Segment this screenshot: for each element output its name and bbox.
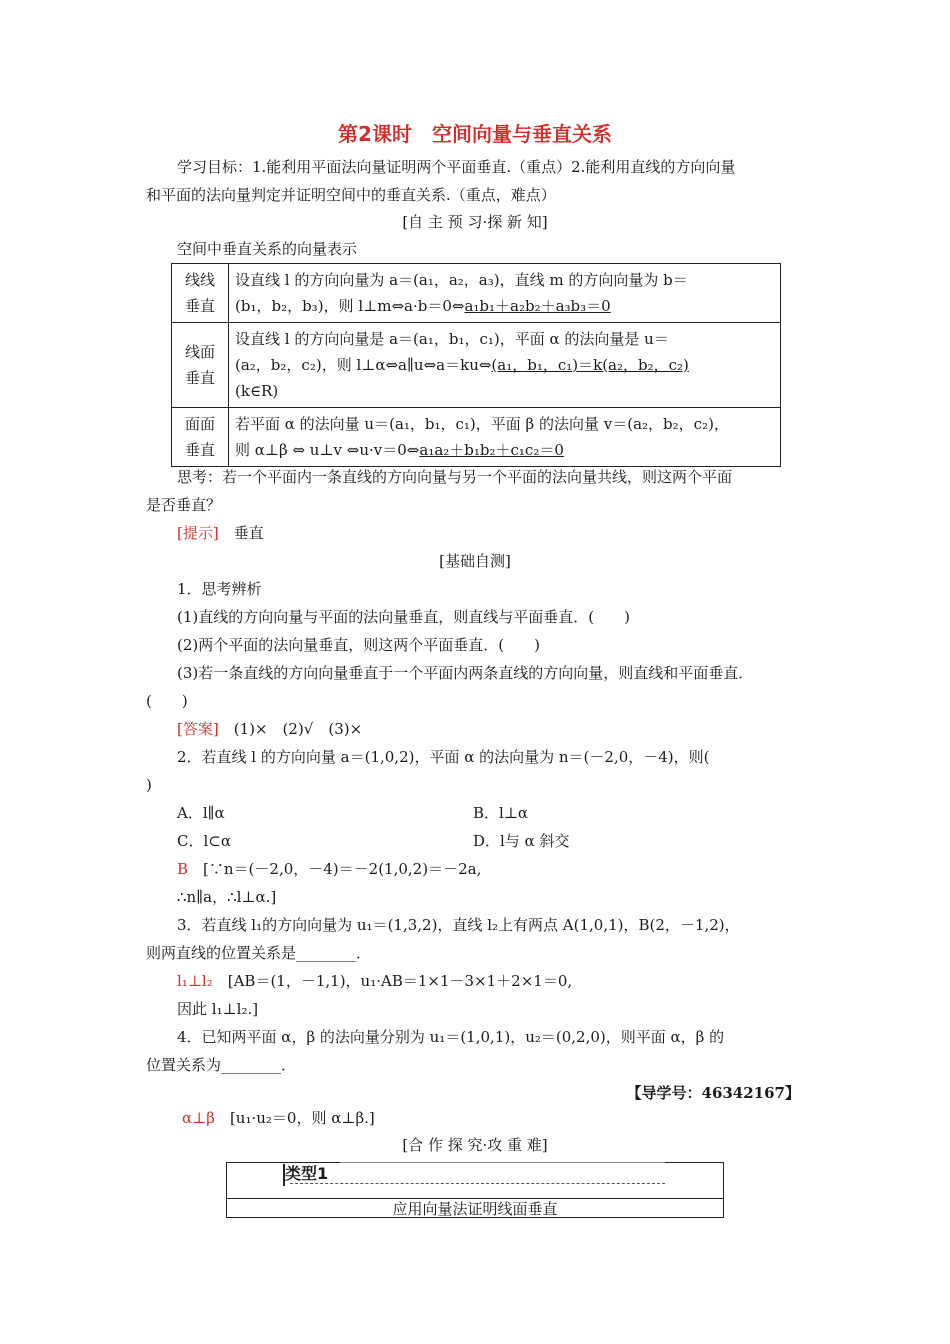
row-content: 设直线 l 的方向向量为 a＝(a₁，a₂，a₃)，直线 m 的方向向量为 b＝ (b₁，b₂，b₃)，则 l⊥m⇔a·b＝0⇔a₁b₁＋a₂b₂＋a₃b₃＝0 [229,264,781,323]
q4-solution: α⊥β [u₁·u₂＝0，则 α⊥β.] [182,1109,375,1127]
q2-option-b: B．l⊥α [473,804,529,822]
row-header: 线线 垂直 [172,264,229,323]
table-row [172,408,781,467]
q1-item-3: (3)若一条直线的方向向量垂直于一个平面内两条直线的方向向量，则直线和平面垂直． [177,664,754,682]
table-row [172,323,781,408]
q2-option-a: A．l∥α [177,804,225,822]
page-title: 第2课时 空间向量与垂直关系 [338,122,612,146]
learning-goals-line2: 和平面的法向量判定并证明空间中的垂直关系.（重点，难点） [146,186,556,204]
answer-text: (1)× (2)√ (3)× [233,720,363,738]
q3-stem-line1: 3．若直线 l₁的方向向量为 u₁＝(1,3,2)，直线 l₂上有两点 A(1,0,1)，B(2，－1,2)， [177,916,740,934]
q1-answer [177,719,362,739]
vector-relation-table [171,263,781,467]
section-heading-selftest: [基础自测] [439,552,511,570]
q3-stem-line2: 则两直线的位置关系是________． [146,944,372,962]
q1-item-2: (2)两个平面的法向量垂直，则这两个平面垂直．( ) [177,636,540,654]
type-top-line [340,1162,665,1163]
q4-answer: α⊥β [182,1109,215,1127]
q2-stem-line1: 2．若直线 l 的方向向量 a＝(1,0,2)，平面 α 的法向量为 n＝(－2,0，－4)，则( [177,748,710,766]
q2-answer: B [177,860,189,878]
reference-number: 【导学号：46342167】 [626,1084,800,1102]
q1-item-1: (1)直线的方向向量与平面的法向量垂直，则直线与平面垂直．( ) [177,608,630,626]
section-heading-explore: [合 作 探 究·攻 重 难] [402,1136,548,1154]
hint-tag: [提示] [177,524,219,542]
hint-line [177,523,264,543]
q2-stem-line2: ) [146,776,152,794]
row-header: 线面 垂直 [172,323,229,408]
row-content: 若平面 α 的法向量 u＝(a₁，b₁，c₁)，平面 β 的法向量 v＝(a₂，b₂，c₂)， 则 α⊥β ⇔ u⊥v ⇔u·v＝0⇔a₁a₂＋b₁b₂＋c₁c₂＝0 [229,408,781,467]
q2-solution-line2: ∴n∥a，∴l⊥α.] [177,888,277,906]
q3-solution-line2: 因此 l₁⊥l₂.] [177,1000,259,1018]
q2-solution-line1: B [∵n＝(－2,0，－4)＝－2(1,0,2)＝－2a, [177,860,482,878]
q1-item-3-blank: ( ) [146,692,188,710]
think-line1: 思考：若一个平面内一条直线的方向向量与另一个平面的法向量共线，则这两个平面 [177,468,733,486]
think-line2: 是否垂直？ [146,496,222,514]
q1-head: 1．思考辨析 [177,580,262,598]
q4-stem-line1: 4．已知两平面 α，β 的法向量分别为 u₁＝(1,0,1)，u₂＝(0,2,0)，则平面 α，β 的 [177,1028,725,1046]
section-heading-preview: [自 主 预 习·探 新 知] [402,213,548,231]
table-row [172,264,781,323]
type-label: 类型1 [285,1164,329,1183]
q3-answer: l₁⊥l₂ [177,972,213,990]
q2-option-d: D．l与 α 斜交 [473,832,570,850]
type-caption: 应用向量法证明线面垂直 [226,1198,724,1219]
table-subheading: 空间中垂直关系的向量表示 [177,240,358,258]
q3-solution-line1: l₁⊥l₂ [AB＝(1，－1,1)，u₁·AB＝1×1－3×1＋2×1＝0, [177,972,573,990]
answer-tag: [答案] [177,720,219,738]
hint-text: 垂直 [233,524,264,542]
type-dashed-line [290,1183,665,1184]
row-header: 面面 垂直 [172,408,229,467]
row-content: 设直线 l 的方向向量是 a＝(a₁，b₁，c₁)，平面 α 的法向量是 u＝ (a₂，b₂，c₂)，则 l⊥α⇔a∥u⇔a＝ku⇔(a₁，b₁，c₁)＝k(a₂，b₂，c₂) (k∈R) [229,323,781,408]
q2-option-c: C．l⊂α [177,832,231,850]
q4-stem-line2: 位置关系为________． [146,1056,297,1074]
learning-goals-line1: 学习目标：1.能利用平面法向量证明两个平面垂直.（重点）2.能利用直线的方向向量 [177,158,736,176]
